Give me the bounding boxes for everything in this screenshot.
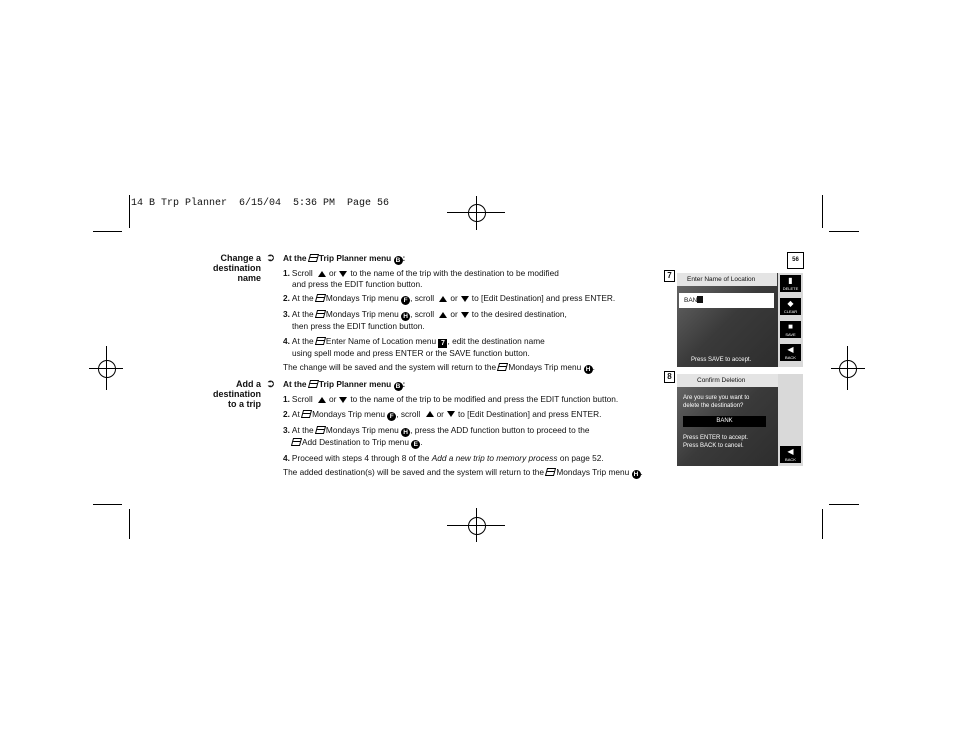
function-button-bar bbox=[778, 374, 803, 466]
arrow-right-icon: ➲ bbox=[266, 252, 276, 264]
scroll-down-icon bbox=[339, 397, 347, 403]
menu-letter-badge: H bbox=[584, 365, 593, 374]
menu-icon bbox=[497, 363, 508, 371]
menu-letter-badge: H bbox=[401, 428, 410, 437]
section-heading-add-destination: Add a destination to a trip bbox=[212, 379, 261, 409]
back-button[interactable]: ◀ BACK bbox=[780, 344, 801, 361]
screen-message: Press SAVE to accept. bbox=[691, 357, 752, 363]
printer-slug: 14 B Trp Planner 6/15/04 5:36 PM Page 56 bbox=[131, 198, 390, 209]
device-screen-enter-location bbox=[677, 273, 803, 367]
menu-letter-badge: B bbox=[394, 256, 403, 265]
section-add-destination-body bbox=[283, 379, 668, 479]
result-note: The added destination(s) will be saved and the system will return to the Mondays Trip menu H . bbox=[283, 467, 643, 478]
menu-letter-badge: H bbox=[401, 312, 410, 321]
scroll-up-icon bbox=[426, 411, 434, 417]
confirm-hints: Press ENTER to accept. Press BACK to cancel. bbox=[683, 435, 749, 449]
menu-icon bbox=[315, 426, 326, 434]
scroll-down-icon bbox=[447, 411, 455, 417]
menu-icon bbox=[315, 310, 326, 318]
scroll-down-icon bbox=[461, 296, 469, 302]
back-arrow-icon: ◀ bbox=[787, 345, 794, 354]
step-4: 4. At the Enter Name of Location menu 7 , edit the destination name using spell mode and press ENTER or the SAVE function button. bbox=[283, 335, 545, 358]
result-note: The change will be saved and the system will return to the Mondays Trip menu H . bbox=[283, 362, 595, 373]
figure-label-7: 7 bbox=[664, 270, 675, 282]
menu-icon bbox=[545, 468, 556, 476]
menu-reference: At the Trip Planner menu B : bbox=[283, 253, 406, 264]
step-1: 1. Scroll or to the name of the trip with the destination to be modified and press the EDIT function button. bbox=[283, 268, 559, 289]
scroll-down-icon bbox=[339, 271, 347, 277]
back-arrow-icon: ◀ bbox=[787, 447, 794, 456]
confirm-question: Are you sure you want to delete the destination? bbox=[683, 395, 750, 409]
text-cursor bbox=[697, 296, 703, 303]
step-3: 3. At the Mondays Trip menu H , scroll or to the desired destination, then press the EDIT function button. bbox=[283, 309, 567, 331]
back-button[interactable]: ◀ BACK bbox=[780, 446, 801, 463]
eraser-icon: ◆ bbox=[787, 299, 794, 308]
device-screen-confirm-deletion bbox=[677, 374, 803, 466]
step-3: 3. At the Mondays Trip menu H , press the ADD function button to proceed to the Add Destination to Trip menu E . bbox=[283, 424, 590, 448]
delete-button[interactable]: ▮ DELETE bbox=[780, 275, 801, 292]
scroll-up-icon bbox=[318, 397, 326, 403]
menu-icon bbox=[315, 337, 326, 345]
menu-letter-badge: F bbox=[387, 412, 396, 421]
menu-icon bbox=[308, 254, 319, 262]
save-button[interactable]: ■ SAVE bbox=[780, 321, 801, 338]
section-heading-change-destination: Change a destination name bbox=[212, 253, 261, 283]
menu-icon bbox=[315, 294, 326, 302]
screen-title: Confirm Deletion bbox=[677, 374, 785, 387]
menu-icon bbox=[308, 380, 319, 388]
scroll-up-icon bbox=[318, 271, 326, 277]
menu-letter-badge: E bbox=[411, 440, 420, 449]
scroll-up-icon bbox=[439, 296, 447, 302]
screen-title: Enter Name of Location bbox=[677, 273, 777, 286]
step-4: 4. Proceed with steps 4 through 8 of the Add a new trip to memory process on page 52. bbox=[283, 452, 604, 463]
step-2: 2. At Mondays Trip menu F , scroll or to [Edit Destination] and press ENTER. bbox=[283, 408, 602, 420]
scroll-up-icon bbox=[439, 312, 447, 318]
function-button-bar bbox=[778, 273, 803, 367]
clear-button[interactable]: ◆ CLEAR bbox=[780, 298, 801, 315]
section-change-destination-body bbox=[283, 253, 668, 374]
trash-icon: ▮ bbox=[788, 276, 793, 285]
menu-icon bbox=[301, 410, 312, 418]
menu-letter-badge: B bbox=[394, 382, 403, 391]
page-number-badge: 56 bbox=[787, 252, 804, 269]
scroll-down-icon bbox=[461, 312, 469, 318]
location-name-input[interactable]: BAN bbox=[679, 293, 774, 308]
menu-icon bbox=[291, 438, 302, 446]
menu-letter-badge: H bbox=[632, 470, 641, 479]
menu-reference: At the Trip Planner menu B : bbox=[283, 379, 406, 390]
arrow-right-icon: ➲ bbox=[266, 378, 276, 390]
step-2: 2. At the Mondays Trip menu F , scroll or to [Edit Destination] and press ENTER. bbox=[283, 293, 616, 304]
step-1: 1. Scroll or to the name of the trip to be modified and press the EDIT function button. bbox=[283, 394, 619, 404]
figure-label-8: 8 bbox=[664, 371, 675, 383]
figure-ref-badge: 7 bbox=[438, 339, 447, 348]
selected-destination: BANK bbox=[683, 416, 766, 427]
disk-icon: ■ bbox=[788, 322, 793, 331]
menu-letter-badge: F bbox=[401, 296, 410, 305]
